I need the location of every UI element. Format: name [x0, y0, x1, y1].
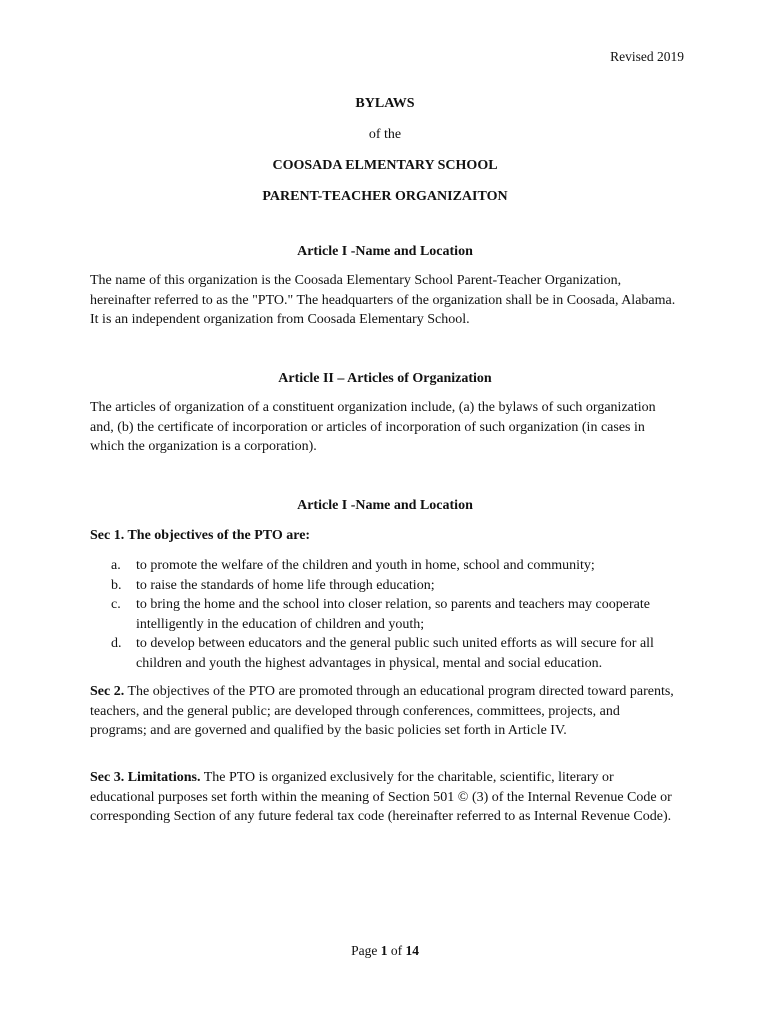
sec-2-paragraph [90, 682, 680, 741]
title-organization-name: PARENT-TEACHER ORGANIZAITON [262, 189, 508, 204]
article-2-body: The articles of organization of a constituent organization include, (a) the bylaws of such organization and, (b) the certificate of incorporation or articles of incorporation of such organization (in cases in which the organization is a corporation). [90, 400, 656, 454]
sec-3-text: The PTO is organized exclusively for the charitable, scientific, literary or educational purposes set forth within the meaning of Section 501 © (3) of the Internal Revenue Code or corresponding Section of any future federal tax code (hereinafter referred to as Internal Revenue Code). [90, 770, 672, 824]
article-1-body: The name of this organization is the Coosada Elementary School Parent-Teacher Organization, hereinafter referred to as the "PTO." The headquarters of the organization shall be in Coosada, Alabama. It is an independent organization from Coosada Elementary School. [90, 273, 676, 327]
revision-note: Revised 2019 [610, 49, 684, 64]
page-footer [0, 941, 770, 961]
list-item-letter: d. [111, 636, 122, 651]
sec-2-text: The objectives of the PTO are promoted through an educational program directed toward parents, teachers, and the general public; are developed through conferences, committees, projects, and programs; and are governed and qualified by the basic policies set forth in Article IV. [90, 684, 674, 738]
list-item [90, 634, 680, 673]
sec-3-label: Sec 3. Limitations. [90, 770, 201, 785]
page-word: Page [351, 943, 381, 958]
list-item-letter: c. [111, 597, 121, 612]
article-3-heading: Article I -Name and Location [297, 498, 473, 513]
sec-3-paragraph [90, 768, 680, 827]
list-item-text: to develop between educators and the general public such united efforts as will secure for all children and youth the highest advantages in physical, mental and social education. [136, 636, 654, 671]
page-number: 1 [380, 943, 388, 958]
sec-1-heading: Sec 1. The objectives of the PTO are: [90, 528, 311, 543]
objectives-list [90, 556, 680, 673]
list-item [90, 576, 680, 596]
list-item-text: to bring the home and the school into closer relation, so parents and teachers may cooperate intelligently in the education of children and youth; [136, 597, 650, 632]
sec-2-label: Sec 2. [90, 684, 125, 699]
list-item-text: to raise the standards of home life through education; [136, 577, 435, 593]
list-item [90, 556, 680, 576]
list-item-text: to promote the welfare of the children and youth in home, school and community; [136, 558, 595, 573]
title-block [0, 94, 770, 218]
list-item [90, 595, 680, 634]
title-of-the: of the [368, 127, 402, 142]
page-total: 14 [405, 943, 419, 958]
of-word: of [387, 943, 406, 958]
list-item-letter: b. [111, 577, 122, 593]
list-item-letter: a. [111, 558, 121, 573]
article-2-heading: Article II – Articles of Organization [278, 371, 492, 386]
title-bylaws: BYLAWS [355, 96, 415, 111]
article-1-heading: Article I -Name and Location [297, 244, 473, 259]
title-school-name: COOSADA ELMENTARY SCHOOL [272, 158, 498, 173]
